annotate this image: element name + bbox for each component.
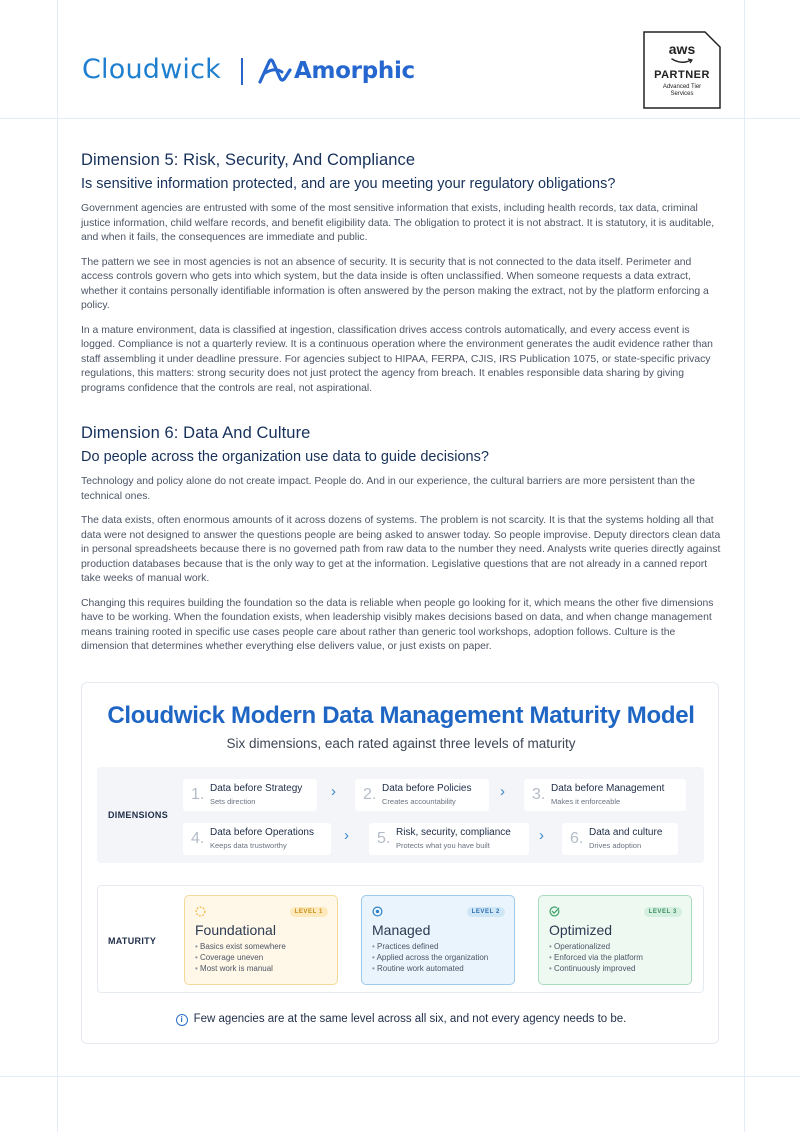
chevron-right-icon: › <box>344 827 349 844</box>
target-icon <box>372 906 383 917</box>
dimension-title: Data and culture <box>589 827 663 838</box>
dimension-number: 5. <box>377 830 391 847</box>
cloudwick-logo: Cloudwick <box>82 54 221 85</box>
amorphic-mark-icon <box>258 58 292 84</box>
level-name: Foundational <box>195 922 276 938</box>
section-question: Is sensitive information protected, and are you meeting your regulatory obligations? <box>81 176 616 192</box>
dimensions-panel <box>97 767 704 863</box>
dimension-card <box>183 779 317 811</box>
level-bullet: • Basics exist somewhere <box>195 941 286 952</box>
dimension-title: Risk, security, compliance <box>396 827 511 838</box>
page-guide-right <box>744 0 745 1132</box>
level-bullet: • Practices defined <box>372 941 488 952</box>
level-bullet: • Routine work automated <box>372 963 488 974</box>
dimension-number: 2. <box>363 786 377 803</box>
section-heading: Dimension 5: Risk, Security, And Compliance <box>81 151 416 169</box>
level-tag: LEVEL 2 <box>467 907 505 917</box>
paragraph: Government agencies are entrusted with some of the most sensitive information that exists, including health records, tax data, criminal justice information, child welfare records, and benefit eligibility data. The obligation to protect it is not abstract. It is statutory, it is auditable, and when it fails, the consequences are immediate and public. <box>81 203 715 243</box>
chevron-right-icon: › <box>331 783 336 800</box>
paragraph: In a mature environment, data is classified at ingestion, classification drives access controls automatically, and every access event is logged. Compliance is not a quarterly review. It is a continuous operation where the environment generates the audit evidence rather than staff assembling it under deadline pressure. For agencies subject to HIPAA, FERPA, CJIS, IRS Publication 1075, or state-specific privacy regulations, this matters: strong security does not just protect the agency from breach. It enables responsible data sharing by giving programs confidence that the controls are real, not aspirational. <box>81 324 713 394</box>
paragraph: The data exists, often enormous amounts of it across dozens of systems. The problem is not scarcity. It is that the systems holding all that data were not designed to answer the questions people are being asked to answer today. So people improvise. Deputy directors clean data in personal spreadsheets because there is no governed path from raw data to the number they need. Analysts write queries directly against production databases because that is the only way to get at the information. Legislative questions that are not already in a canned report take weeks of manual work. <box>81 515 721 584</box>
dimension-title: Data before Operations <box>210 827 314 838</box>
dimension-desc: Drives adoption <box>589 841 642 850</box>
chevron-right-icon: › <box>539 827 544 844</box>
section-dimension-6 <box>81 424 721 655</box>
level-bullet: • Applied across the organization <box>372 952 488 963</box>
maturity-label: MATURITY <box>108 936 157 946</box>
dimension-desc: Sets direction <box>210 797 256 806</box>
infographic-title: Cloudwick Modern Data Management Maturity Model <box>107 702 695 729</box>
infographic-subtitle: Six dimensions, each rated against three levels of maturity <box>226 736 576 751</box>
level-name: Managed <box>372 922 431 938</box>
dimension-card <box>183 823 331 855</box>
dimension-title: Data before Strategy <box>210 783 303 794</box>
level-card-managed <box>361 895 515 985</box>
dimension-desc: Creates accountability <box>382 797 456 806</box>
maturity-panel <box>97 885 704 993</box>
aws-label: aws <box>668 41 696 57</box>
aws-partner-label: PARTNER <box>654 69 710 81</box>
amorphic-wordmark: Amorphic <box>294 58 415 84</box>
amorphic-logo <box>258 54 415 88</box>
level-bullet: • Continuously improved <box>549 963 643 974</box>
aws-partner-badge <box>643 31 721 109</box>
dimension-desc: Protects what you have built <box>396 841 490 850</box>
level-bullets <box>372 941 488 974</box>
aws-tier-label <box>643 84 721 98</box>
level-bullet: • Coverage uneven <box>195 952 286 963</box>
dimension-number: 6. <box>570 830 584 847</box>
level-name: Optimized <box>549 922 613 938</box>
dimensions-label: DIMENSIONS <box>108 810 169 820</box>
section-dimension-5 <box>81 151 721 396</box>
level-tag: LEVEL 3 <box>644 907 682 917</box>
dimension-number: 1. <box>191 786 205 803</box>
infographic-footnote <box>82 1013 720 1026</box>
dimension-number: 4. <box>191 830 205 847</box>
dimension-card <box>369 823 529 855</box>
level-bullets <box>195 941 286 974</box>
dimension-card <box>524 779 686 811</box>
section-question: Do people across the organization use data to guide decisions? <box>81 449 489 465</box>
dimension-card <box>562 823 678 855</box>
level-tag: LEVEL 1 <box>290 907 328 917</box>
footnote-text: Few agencies are at the same level across all six, and not every agency needs to be. <box>193 1013 627 1025</box>
level-bullet: • Enforced via the platform <box>549 952 643 963</box>
aws-smile-icon <box>671 58 693 65</box>
level-bullet: • Most work is manual <box>195 963 286 974</box>
dimension-card <box>355 779 489 811</box>
page-header <box>0 0 800 118</box>
info-icon: i <box>176 1014 188 1026</box>
logo-divider <box>241 58 243 85</box>
level-card-optimized <box>538 895 692 985</box>
footer-guide <box>0 1076 800 1077</box>
paragraph: Technology and policy alone do not create impact. People do. And in our experience, the cultural barriers are more persistent than the technical ones. <box>81 476 695 502</box>
dimension-desc: Makes it enforceable <box>551 797 621 806</box>
level-card-foundational <box>184 895 338 985</box>
aws-tier-line1: Advanced Tier <box>662 84 702 90</box>
dimension-title: Data before Policies <box>382 783 472 794</box>
check-circle-icon <box>549 906 560 917</box>
paragraph: Changing this requires building the foundation so the data is reliable when people go looking for it, which means the other five dimensions have to be working. When the foundation exists, when leadership visibly makes decisions based on data, and when change management means training rooted in specific use cases people care about rather than generic tool workshops, adoption follows. Culture is the dimension that determines whether everything else delivers value, or just exists on paper. <box>81 597 714 652</box>
maturity-model-infographic <box>81 682 719 1044</box>
header-guide <box>0 118 800 119</box>
aws-tier-line2: Services <box>670 91 694 97</box>
page-guide-left <box>57 0 58 1132</box>
chevron-right-icon: › <box>500 783 505 800</box>
dashed-circle-icon <box>195 906 206 917</box>
dimension-number: 3. <box>532 786 546 803</box>
level-bullet: • Operationalized <box>549 941 643 952</box>
dimension-desc: Keeps data trustworthy <box>210 841 287 850</box>
section-heading: Dimension 6: Data And Culture <box>81 424 311 442</box>
dimension-title: Data before Management <box>551 783 665 794</box>
paragraph: The pattern we see in most agencies is not an absence of security. It is security that is not connected to the data itself. Perimeter and access controls govern who gets into which system, but the data inside is often unclassified. When someone requests a data extract, whether it contains personally identifiable information is often answered by the person making the extract, not by the platform enforcing a policy. <box>81 256 709 311</box>
level-bullets <box>549 941 643 974</box>
